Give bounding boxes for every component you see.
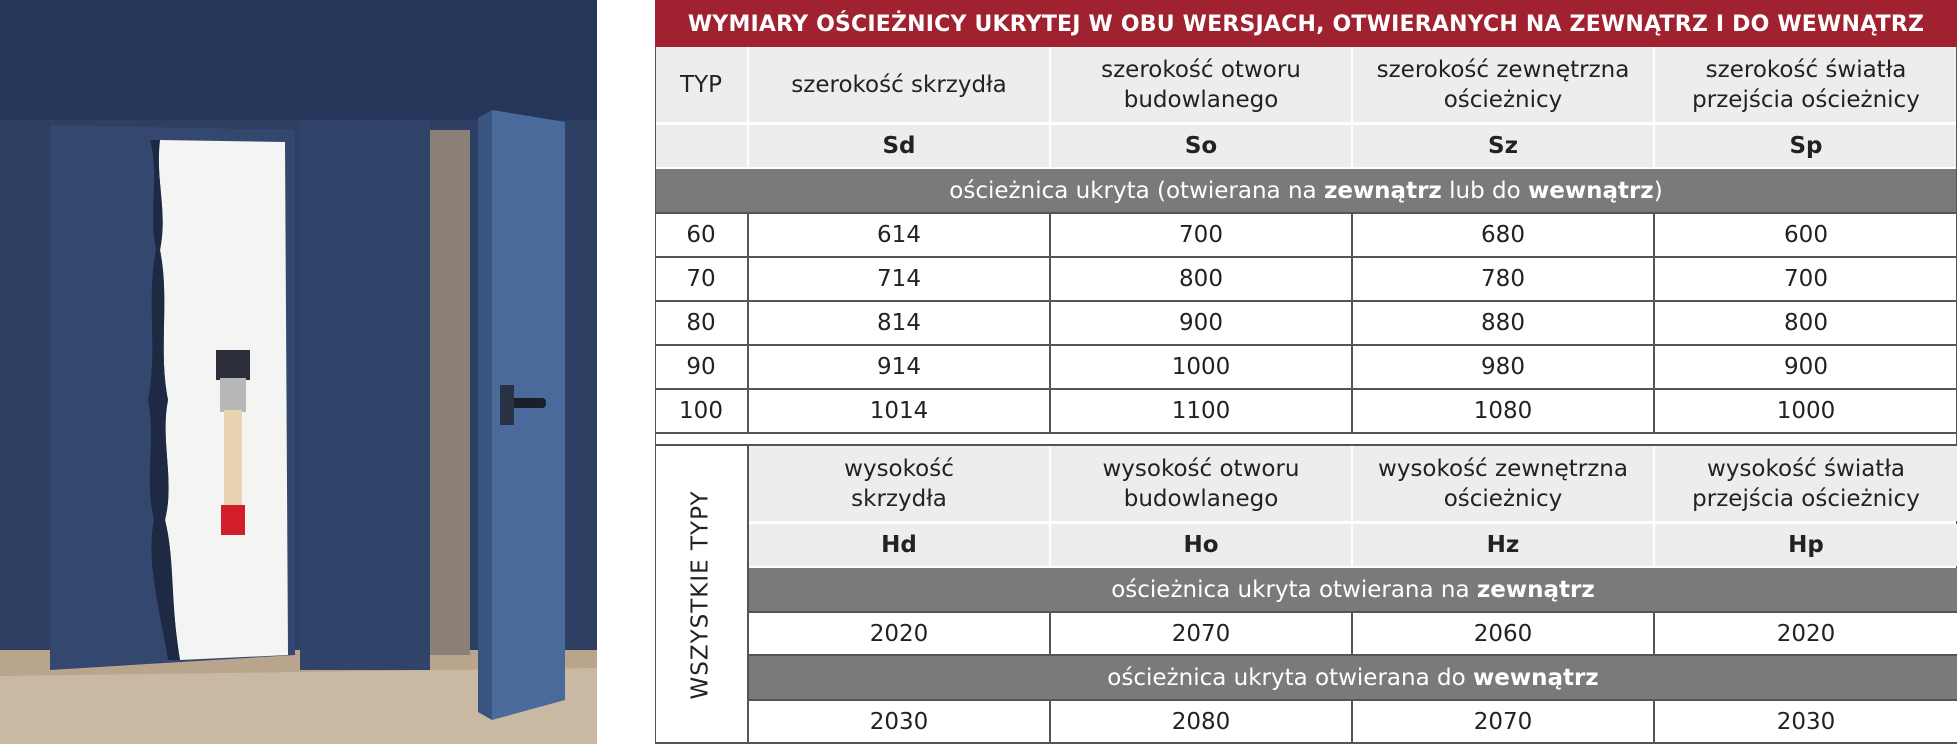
door-illustration — [0, 0, 597, 744]
band-width-both: ościeżnica ukryta (otwierana na zewnątrz lub do wewnątrz) — [655, 169, 1957, 212]
table-cell: 2020 — [749, 613, 1049, 654]
divider — [1351, 701, 1353, 742]
table-cell: 2030 — [749, 701, 1049, 742]
header-width-opening: szerokość otworu budowlanego — [1051, 47, 1351, 122]
header-width-sash: szerokość skrzydła — [749, 47, 1049, 122]
table-cell: 814 — [749, 302, 1049, 344]
table-cell: 714 — [749, 258, 1049, 300]
door-photo — [0, 0, 597, 744]
header-height-passage: wysokość światła przejścia ościeżnicy — [1655, 446, 1957, 521]
side-label-all-types: WSZYSTKIE TYPY — [688, 490, 714, 700]
table-cell: 900 — [1051, 302, 1351, 344]
band-height-outwards: ościeżnica ukryta otwierana na zewnątrz — [749, 568, 1957, 611]
table-cell: 1000 — [1655, 390, 1957, 432]
divider — [655, 344, 1957, 346]
table-cell: 980 — [1353, 346, 1653, 388]
band-height-inwards: ościeżnica ukryta otwierana do wewnątrz — [749, 656, 1957, 699]
divider — [655, 256, 1957, 258]
header-height-external: wysokość zewnętrzna ościeżnicy — [1353, 446, 1653, 521]
table-cell: 900 — [1655, 346, 1957, 388]
table-cell: 1100 — [1051, 390, 1351, 432]
divider — [1049, 701, 1051, 742]
divider — [655, 432, 1957, 434]
table-cell: 680 — [1353, 214, 1653, 256]
table-cell: 2070 — [1353, 701, 1653, 742]
symbol-hd: Hd — [749, 524, 1049, 566]
symbol-ho: Ho — [1051, 524, 1351, 566]
table-cell: 800 — [1051, 258, 1351, 300]
header-width-external: szerokość zewnętrzna ościeżnicy — [1353, 47, 1653, 122]
divider — [749, 611, 1957, 613]
symbol-so: So — [1051, 125, 1351, 167]
header-width-passage: szerokość światła przejścia ościeżnicy — [1655, 47, 1957, 122]
table-cell: 780 — [1353, 258, 1653, 300]
table-cell: 60 — [655, 214, 747, 256]
symbol-sz: Sz — [1353, 125, 1653, 167]
divider — [655, 388, 1957, 390]
divider — [1351, 214, 1353, 432]
table-cell: 700 — [1655, 258, 1957, 300]
symbol-hz: Hz — [1353, 524, 1653, 566]
table-cell: 100 — [655, 390, 747, 432]
symbol-sd: Sd — [749, 125, 1049, 167]
table-cell: 2080 — [1051, 701, 1351, 742]
table-cell: 800 — [1655, 302, 1957, 344]
header-height-opening: wysokość otworu budowlanego — [1051, 446, 1351, 521]
divider — [749, 699, 1957, 701]
table-cell: 1000 — [1051, 346, 1351, 388]
divider — [1049, 214, 1051, 432]
divider — [1653, 613, 1655, 654]
table-title: WYMIARY OŚCIEŻNICY UKRYTEJ W OBU WERSJACH, OTWIERANYCH NA ZEWNĄTRZ I DO WEWNĄTRZ — [655, 0, 1957, 47]
table-cell: 700 — [1051, 214, 1351, 256]
table-cell: 80 — [655, 302, 747, 344]
symbol-sp: Sp — [1655, 125, 1957, 167]
table-cell: 2020 — [1655, 613, 1957, 654]
table-cell: 1014 — [749, 390, 1049, 432]
table-cell: 2070 — [1051, 613, 1351, 654]
table-cell: 600 — [1655, 214, 1957, 256]
table-cell: 880 — [1353, 302, 1653, 344]
divider — [655, 212, 1957, 214]
divider — [1653, 701, 1655, 742]
table-cell: 1080 — [1353, 390, 1653, 432]
table-cell: 2060 — [1353, 613, 1653, 654]
symbol-empty — [655, 125, 747, 167]
symbol-hp: Hp — [1655, 524, 1957, 566]
divider — [749, 654, 1957, 656]
table-cell: 2030 — [1655, 701, 1957, 742]
table-cell: 914 — [749, 346, 1049, 388]
divider — [655, 300, 1957, 302]
divider — [1049, 613, 1051, 654]
table-cell: 70 — [655, 258, 747, 300]
table-cell: 614 — [749, 214, 1049, 256]
header-typ: TYP — [655, 47, 747, 122]
divider — [1653, 214, 1655, 432]
divider — [1351, 613, 1353, 654]
dimensions-table — [655, 0, 1957, 744]
table-cell: 90 — [655, 346, 747, 388]
divider — [747, 214, 749, 432]
header-height-sash: wysokość skrzydła — [749, 446, 1049, 521]
